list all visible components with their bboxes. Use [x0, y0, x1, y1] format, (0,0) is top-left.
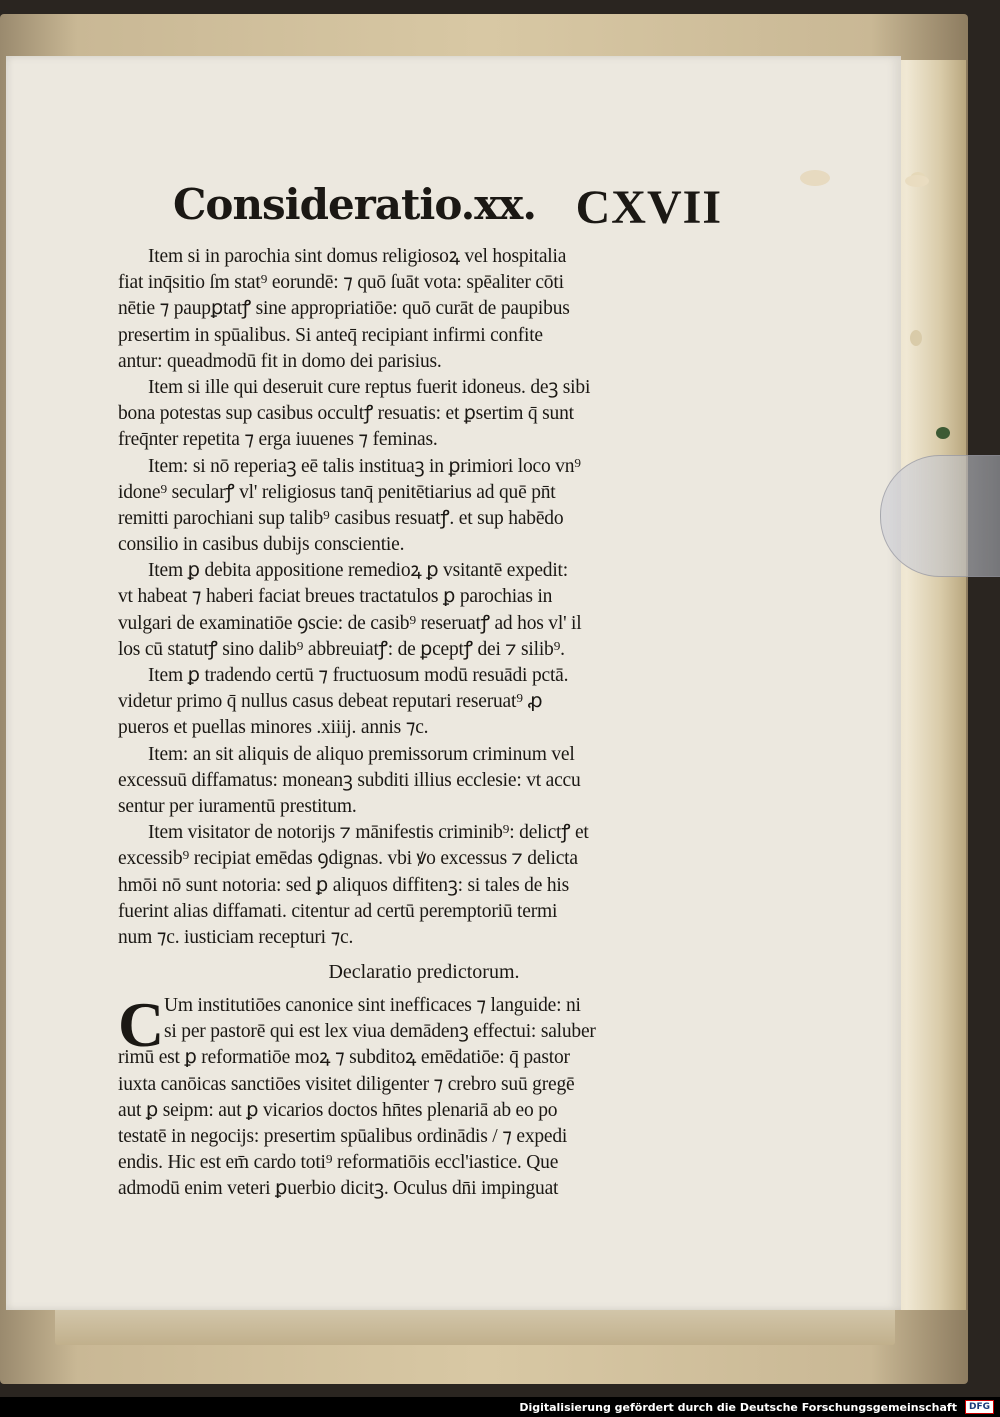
- text-line: excessib⁹ recipiat emēdas ꝯdignas. vbi ꝟo excessus ⁊ delicta: [118, 848, 578, 870]
- text-line: idone⁹ secularꝭ vl' religiosus tanq̄ penitētiarius ad quē pn̄t: [118, 481, 556, 503]
- transparent-bookmark-clip: [880, 455, 1000, 577]
- text-line: vt habeat ⁊ haberi faciat breues tractatulos ꝑ parochias in: [118, 586, 553, 608]
- text-line: Item ꝑ debita appositione remedioꝝ ꝑ vsitantē expedit:: [148, 560, 568, 582]
- folio-number: CXVII: [575, 181, 722, 234]
- footer-bar: [0, 1397, 1000, 1417]
- body-lines: [118, 244, 730, 951]
- text-line: Item: si nō reperiaꝫ eē talis instituaꝫ in ꝑrimiori loco vn⁹: [148, 455, 581, 477]
- text-line: presertim in spūalibus. Si anteq̄ recipiant infirmi confite: [118, 324, 543, 346]
- funding-credit: Digitalisierung gefördert durch die Deutsche Forschungsgemeinschaft: [519, 1400, 957, 1414]
- text-line: videtur primo q̄ nullus casus debeat reputari reseruat⁹ ꝓ: [118, 691, 543, 713]
- text-line: Um institutiōes canonice sint inefficaces ⁊ languide: ni: [164, 995, 581, 1017]
- text-line: los cū statutꝭ sino dalib⁹ abbreuiatꝭ: de ꝑceptꝭ dei ⁊ silib⁹.: [118, 638, 565, 660]
- text-line: aut ꝑ seipm: aut ꝑ vicarios doctos hn̄tes plenariā ab eo po: [118, 1099, 558, 1121]
- text-line: nētie ⁊ paupꝑtatꝭ sine appropriatiōe: quō curāt de paupibus: [118, 298, 570, 320]
- foxing-stain: [905, 175, 929, 187]
- text-line: antur: queadmodū fit in domo dei parisius.: [118, 350, 442, 372]
- text-line: rimū est ꝑ reformatiōe moꝝ ⁊ subditoꝝ emēdatiōe: q̄ pastor: [118, 1047, 570, 1069]
- text-line: remitti parochiani sup talib⁹ casibus resuatꝭ. et sup habēdo: [118, 507, 564, 529]
- text-line: num ⁊c. iusticiam recepturi ⁊c.: [118, 926, 354, 948]
- closing-paragraph: [118, 989, 730, 1203]
- closing-lines: [118, 989, 730, 1203]
- text-line: testatē in negocijs: presertim spūalibus ordinādis / ⁊ expedi: [118, 1126, 568, 1147]
- text-line: excessuū diffamatus: moneanꝫ subditi illius ecclesie: vt accu: [118, 769, 581, 791]
- text-line: fuerint alias diffamati. citentur ad certū peremptoriū termi: [118, 900, 558, 922]
- text-line: endis. Hic est em̄ cardo toti⁹ reformatiōis eccl'iastice. Que: [118, 1152, 559, 1174]
- page-heading: Consideratio.xx.: [173, 180, 536, 229]
- text-line: Item si ille qui deseruit cure reptus fuerit idoneus. deꝫ sibi: [148, 376, 591, 398]
- text-line: admodū enim veteri ꝑuerbio dicitꝫ. Oculus dn̄i impinguat: [118, 1178, 559, 1200]
- text-line: Item ꝑ tradendo certū ⁊ fructuosum modū resuādi pctā.: [148, 665, 569, 686]
- text-line: fiat inq̄sitio ſm stat⁹ eorundē: ⁊ quō ſuāt vota: spēaliter cōti: [118, 272, 564, 294]
- text-line: sentur per iuramentū prestitum.: [118, 795, 357, 817]
- foxing-stain: [910, 330, 922, 346]
- foxing-stain: [800, 170, 830, 186]
- text-line: pueros et puellas minores .xiiij. annis ⁊c.: [118, 717, 429, 739]
- text-line: Item: an sit aliquis de aliquo premissorum criminum vel: [148, 743, 575, 765]
- text-line: hmōi nō sunt notoria: sed ꝑ aliquos diffitenꝫ: si tales de his: [118, 874, 569, 896]
- section-subheading: Declaratio predictorum.: [328, 961, 520, 984]
- text-line: Item si in parochia sint domus religiosoꝝ vel hospitalia: [148, 246, 567, 267]
- heading-row: [118, 180, 730, 240]
- text-line: iuxta canōicas sanctiōes visitet diligenter ⁊ crebro suū gregē: [118, 1073, 575, 1095]
- text-line: vulgari de examinatiōe ꝯscie: de casib⁹ reseruatꝭ ad hos vl' il: [118, 612, 582, 634]
- text-line: Item visitator de notorijs ⁊ mānifestis criminib⁹: delictꝭ et: [148, 822, 589, 844]
- text-line: bona potestas sup casibus occultꝭ resuatis: et ꝑsertim q̄ sunt: [118, 403, 574, 425]
- text-line: freq̄nter repetita ⁊ erga iuuenes ⁊ feminas.: [118, 429, 438, 451]
- ink-spot: [936, 427, 950, 439]
- text-line: si per pastorē qui est lex viua demādenꝫ effectui: saluber: [164, 1021, 596, 1043]
- text-line: consilio in casibus dubijs conscientie.: [118, 534, 405, 556]
- text-block: [118, 180, 730, 1203]
- dfg-logo: DFG: [965, 1400, 994, 1414]
- decorated-initial: C: [118, 989, 165, 1061]
